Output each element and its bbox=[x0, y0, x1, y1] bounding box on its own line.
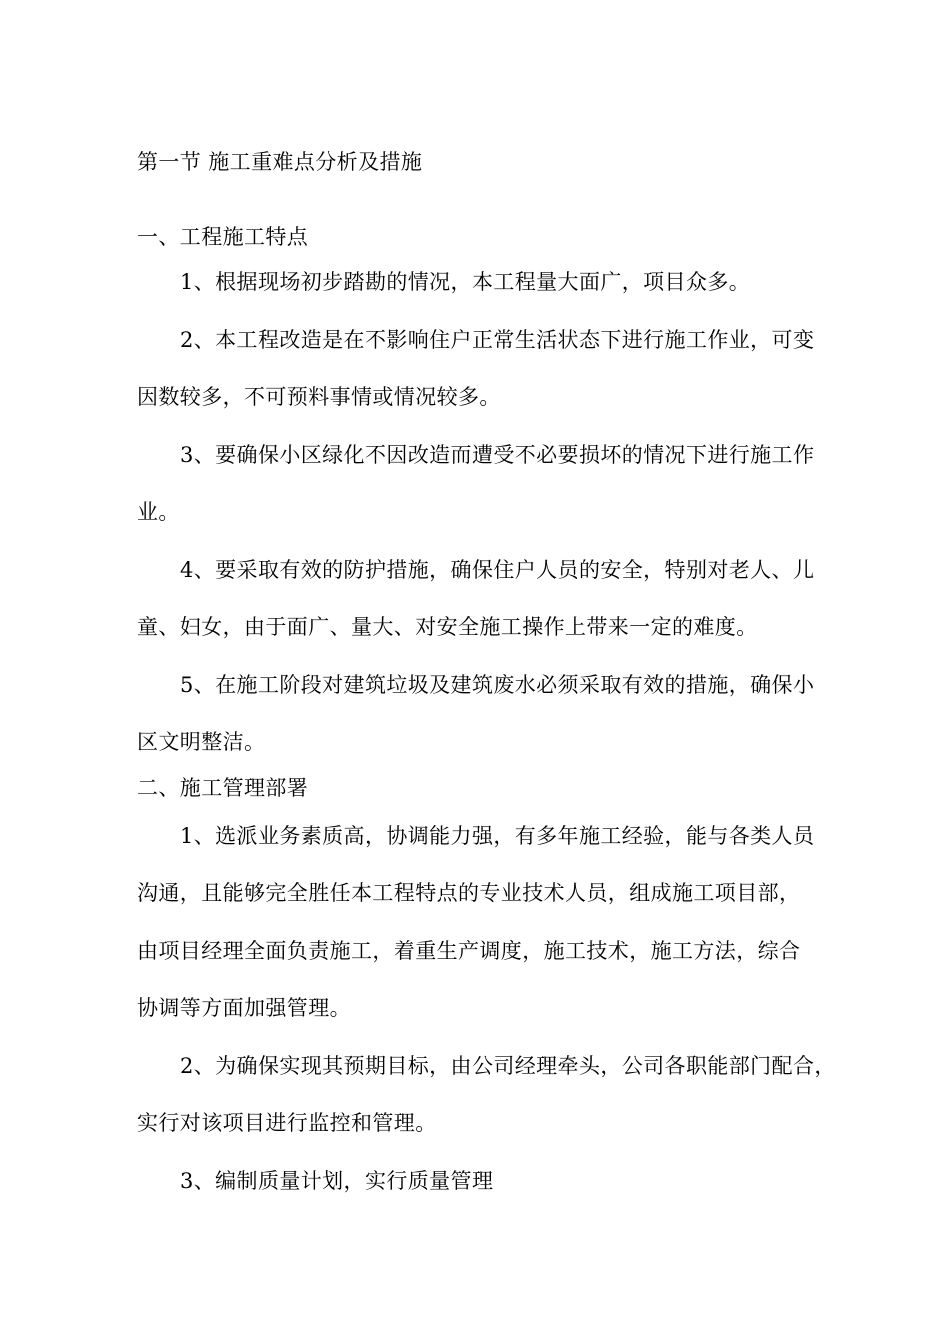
paragraph-line: 3、要确保小区绿化不因改造而遭受不必要损坏的情况下进行施工作 bbox=[180, 443, 815, 467]
paragraph-line: 实行对该项目进行监控和管理。 bbox=[137, 1111, 437, 1135]
heading-project-features: 一、工程施工特点 bbox=[137, 225, 309, 249]
paragraph-line: 由项目经理全面负责施工，着重生产调度，施工技术，施工方法，综合 bbox=[137, 939, 801, 963]
paragraph-line: 2、本工程改造是在不影响住户正常生活状态下进行施工作业，可变 bbox=[180, 328, 815, 352]
paragraph-line: 协调等方面加强管理。 bbox=[137, 996, 351, 1020]
paragraph-line: 1、选派业务素质高，协调能力强，有多年施工经验，能与各类人员 bbox=[180, 824, 815, 848]
paragraph-line: 4、要采取有效的防护措施，确保住户人员的安全，特别对老人、儿 bbox=[180, 558, 815, 582]
paragraph-line: 因数较多，不可预料事情或情况较多。 bbox=[137, 385, 501, 409]
heading-management-deployment: 二、施工管理部署 bbox=[137, 776, 309, 800]
paragraph-line: 区文明整洁。 bbox=[137, 730, 266, 754]
paragraph-line: 沟通，且能够完全胜任本工程特点的专业技术人员，组成施工项目部， bbox=[137, 881, 801, 905]
paragraph-line: 2、为确保实现其预期目标，由公司经理牵头，公司各职能部门配合， bbox=[180, 1054, 836, 1078]
paragraph-line: 童、妇女，由于面广、量大、对安全施工操作上带来一定的难度。 bbox=[137, 615, 758, 639]
paragraph-line: 3、编制质量计划，实行质量管理 bbox=[180, 1169, 494, 1193]
paragraph-line: 业。 bbox=[137, 500, 180, 524]
paragraph-line: 1、根据现场初步踏勘的情况，本工程量大面广，项目众多。 bbox=[180, 270, 751, 294]
section-title: 第一节 施工重难点分析及措施 bbox=[137, 150, 423, 174]
paragraph-line: 5、在施工阶段对建筑垃圾及建筑废水必须采取有效的措施，确保小 bbox=[180, 673, 815, 697]
